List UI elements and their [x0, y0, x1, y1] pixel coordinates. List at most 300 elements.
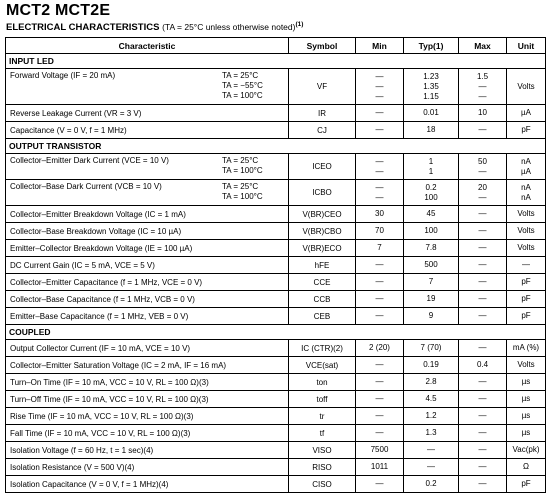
group-row — [6, 139, 546, 154]
min-cell — [356, 257, 404, 274]
typ-cell — [404, 442, 459, 459]
unit-value: Volts — [517, 360, 535, 369]
table-row — [6, 206, 546, 223]
table-row — [6, 223, 546, 240]
unit-cell — [507, 357, 546, 374]
characteristic-label: Fall Time (IF = 10 mA, VCC = 10 V, RL = 100 Ω)(3) — [10, 428, 191, 438]
symbol-label: ICBO — [312, 188, 332, 197]
typ-cell — [404, 154, 459, 180]
characteristic-cell — [6, 425, 289, 442]
section-note-ref: (1) — [295, 20, 304, 28]
group-row — [6, 325, 546, 340]
min-cell — [356, 105, 404, 122]
max-value: — — [478, 294, 487, 303]
unit-cell — [507, 180, 546, 206]
max-cell — [459, 154, 507, 180]
unit-value: pF — [521, 294, 531, 303]
typ-value: 0.19 — [423, 360, 439, 369]
max-cell — [459, 257, 507, 274]
min-value: — — [375, 81, 384, 91]
min-cell — [356, 69, 404, 105]
unit-cell — [507, 459, 546, 476]
typ-cell — [404, 391, 459, 408]
condition-item: TA = 100°C — [222, 166, 263, 175]
typ-value: 2.8 — [425, 377, 437, 386]
unit-value: µs — [521, 411, 531, 420]
symbol-label: CCB — [313, 294, 331, 304]
min-value: 1011 — [370, 462, 389, 471]
min-value: — — [375, 428, 384, 437]
max-value: — — [478, 166, 487, 176]
max-value: — — [478, 81, 487, 91]
typ-value: 1 — [428, 156, 434, 166]
symbol-cell — [289, 408, 356, 425]
unit-cell — [507, 425, 546, 442]
characteristic-label: Reverse Leakage Current (VR = 3 V) — [10, 108, 142, 118]
min-value: 70 — [375, 226, 384, 235]
typ-cell — [404, 69, 459, 105]
symbol-cell — [289, 223, 356, 240]
header-characteristic: Characteristic — [6, 38, 289, 54]
table-row — [6, 291, 546, 308]
symbol-cell — [289, 476, 356, 493]
max-value: 10 — [478, 108, 487, 117]
unit-cell — [507, 340, 546, 357]
symbol-cell — [289, 206, 356, 223]
characteristic-cell — [6, 442, 289, 459]
typ-value: 500 — [424, 260, 438, 269]
section-heading — [6, 22, 303, 33]
typ-value: 100 — [424, 226, 438, 235]
characteristic-label: Forward Voltage (IF = 20 mA) — [10, 71, 116, 80]
characteristic-label: Collector–Emitter Breakdown Voltage (IC = 1 mA) — [10, 209, 186, 219]
symbol-label: hFE — [314, 260, 330, 270]
typ-value: 7 (70) — [420, 343, 442, 352]
unit-cell — [507, 442, 546, 459]
unit-value: Volts — [517, 243, 535, 252]
table-row — [6, 425, 546, 442]
unit-cell — [507, 223, 546, 240]
min-cell — [356, 154, 404, 180]
symbol-cell — [289, 391, 356, 408]
characteristic-cell — [6, 391, 289, 408]
min-cell — [356, 374, 404, 391]
min-value: — — [375, 360, 384, 369]
characteristic-cell — [6, 257, 289, 274]
symbol-label: VF — [316, 82, 328, 91]
min-value: — — [375, 260, 384, 269]
unit-value: pF — [521, 277, 531, 286]
max-cell — [459, 223, 507, 240]
symbol-cell — [289, 442, 356, 459]
characteristic-cell — [6, 374, 289, 391]
max-value: — — [478, 311, 487, 320]
max-value: — — [478, 479, 487, 488]
max-cell — [459, 180, 507, 206]
symbol-cell — [289, 291, 356, 308]
unit-cell — [507, 308, 546, 325]
condition-item: TA = −55°C — [222, 81, 263, 90]
typ-cell — [404, 357, 459, 374]
min-value: 7500 — [370, 445, 389, 454]
characteristic-label: Collector–Emitter Dark Current (VCE = 10 V) — [10, 156, 169, 165]
characteristic-cell — [6, 240, 289, 257]
typ-cell — [404, 223, 459, 240]
table-header-row — [6, 38, 546, 54]
max-cell — [459, 459, 507, 476]
symbol-label: CCE — [313, 277, 331, 287]
symbol-label: VCE(sat) — [305, 360, 339, 370]
min-value: — — [375, 411, 384, 420]
unit-cell — [507, 69, 546, 105]
header-typ: Typ(1) — [404, 38, 459, 54]
typ-value: 0.2 — [425, 182, 437, 192]
typ-value: 1.35 — [423, 81, 439, 91]
table-row — [6, 240, 546, 257]
typ-cell — [404, 425, 459, 442]
max-value: — — [478, 192, 487, 202]
typ-cell — [404, 340, 459, 357]
min-value: — — [375, 311, 384, 320]
min-value: — — [375, 394, 384, 403]
unit-cell — [507, 274, 546, 291]
table-row — [6, 154, 546, 180]
max-value: 1.5 — [476, 71, 489, 81]
typ-cell — [404, 257, 459, 274]
condition-item: TA = 100°C — [222, 91, 263, 100]
header-unit: Unit — [507, 38, 546, 54]
symbol-cell — [289, 374, 356, 391]
symbol-cell — [289, 340, 356, 357]
symbol-label: tf — [319, 428, 325, 438]
document-title: MCT2 MCT2E — [6, 2, 111, 19]
group-title: COUPLED — [6, 325, 546, 340]
typ-cell — [404, 122, 459, 139]
symbol-label: IC (CTR)(2) — [301, 343, 343, 353]
unit-value: pF — [521, 311, 531, 320]
symbol-cell — [289, 308, 356, 325]
min-cell — [356, 340, 404, 357]
table-row — [6, 180, 546, 206]
characteristic-label: Collector–Emitter Saturation Voltage (IC = 2 mA, IF = 16 mA) — [10, 360, 227, 370]
typ-value: 7 — [428, 277, 434, 286]
unit-value: pF — [521, 479, 531, 488]
characteristic-label: Isolation Resistance (V = 500 V)(4) — [10, 462, 135, 472]
max-value: — — [478, 91, 487, 101]
symbol-cell — [289, 257, 356, 274]
unit-cell — [507, 391, 546, 408]
unit-value: — — [522, 260, 530, 269]
unit-cell — [507, 206, 546, 223]
min-value: — — [375, 166, 384, 176]
symbol-label: V(BR)CEO — [302, 209, 342, 219]
characteristic-label: Capacitance (V = 0 V, f = 1 MHz) — [10, 125, 127, 135]
table-row — [6, 340, 546, 357]
unit-value: µs — [521, 377, 531, 386]
characteristic-label: DC Current Gain (IC = 5 mA, VCE = 5 V) — [10, 260, 155, 270]
min-cell — [356, 357, 404, 374]
table-row — [6, 374, 546, 391]
unit-value: Volts — [517, 226, 535, 235]
max-cell — [459, 206, 507, 223]
typ-value: 9 — [428, 311, 434, 320]
min-value: — — [375, 479, 384, 488]
electrical-characteristics-table — [5, 37, 546, 493]
symbol-cell — [289, 274, 356, 291]
symbol-label: RISO — [312, 462, 332, 472]
characteristic-cell — [6, 154, 289, 180]
max-cell — [459, 105, 507, 122]
max-value: 50 — [478, 156, 487, 166]
max-value: — — [478, 125, 487, 134]
max-value: 20 — [478, 182, 487, 192]
min-value: — — [375, 91, 384, 101]
symbol-label: VISO — [312, 445, 332, 455]
typ-value: 0.2 — [425, 479, 437, 488]
min-value: — — [375, 125, 384, 134]
typ-value: 19 — [426, 294, 436, 303]
min-value: — — [375, 377, 384, 386]
unit-cell — [507, 476, 546, 493]
symbol-label: CJ — [317, 125, 327, 135]
characteristic-cell — [6, 274, 289, 291]
min-cell — [356, 391, 404, 408]
unit-cell — [507, 105, 546, 122]
group-title: OUTPUT TRANSISTOR — [6, 139, 546, 154]
unit-cell — [507, 240, 546, 257]
header-min: Min — [356, 38, 404, 54]
section-note: (TA = 25°C unless otherwise noted) — [162, 22, 296, 32]
min-value: — — [375, 182, 384, 192]
typ-cell — [404, 274, 459, 291]
unit-value: µs — [521, 394, 531, 403]
max-value: — — [478, 462, 487, 471]
max-value: — — [478, 428, 487, 437]
unit-cell — [507, 408, 546, 425]
max-value: — — [478, 445, 487, 454]
unit-cell — [507, 257, 546, 274]
unit-value: mA (%) — [512, 343, 540, 352]
typ-cell — [404, 476, 459, 493]
symbol-label: IR — [318, 108, 326, 118]
condition-item: TA = 100°C — [222, 192, 263, 201]
characteristic-label: Output Collector Current (IF = 10 mA, VCE = 10 V) — [10, 343, 191, 353]
typ-cell — [404, 459, 459, 476]
max-cell — [459, 240, 507, 257]
typ-cell — [404, 105, 459, 122]
symbol-label: CISO — [312, 479, 332, 489]
typ-value: 4.5 — [425, 394, 437, 403]
condition-list — [222, 156, 263, 176]
min-cell — [356, 425, 404, 442]
characteristic-label: Emitter–Collector Breakdown Voltage (IE = 100 µA) — [10, 243, 193, 253]
group-title: INPUT LED — [6, 54, 546, 69]
min-value: — — [375, 108, 384, 117]
table-row — [6, 357, 546, 374]
min-value: — — [375, 294, 384, 303]
unit-cell — [507, 374, 546, 391]
unit-value: Ω — [523, 462, 529, 471]
typ-value: — — [427, 445, 435, 454]
min-cell — [356, 308, 404, 325]
min-cell — [356, 122, 404, 139]
unit-cell — [507, 122, 546, 139]
max-value: — — [478, 277, 487, 286]
min-value: — — [375, 277, 384, 286]
symbol-cell — [289, 425, 356, 442]
symbol-label: ton — [316, 377, 328, 387]
min-cell — [356, 442, 404, 459]
unit-value: nA — [521, 156, 531, 166]
table-row — [6, 459, 546, 476]
min-cell — [356, 459, 404, 476]
min-cell — [356, 206, 404, 223]
characteristic-label: Rise Time (IF = 10 mA, VCC = 10 V, RL = 100 Ω)(3) — [10, 411, 194, 421]
symbol-cell — [289, 69, 356, 105]
min-value: 7 — [377, 243, 382, 252]
symbol-label: tr — [319, 411, 325, 421]
characteristic-label: Emitter–Base Capacitance (f = 1 MHz, VEB = 0 V) — [10, 311, 189, 321]
min-cell — [356, 476, 404, 493]
characteristic-label: Collector–Base Dark Current (VCB = 10 V) — [10, 182, 162, 191]
symbol-cell — [289, 180, 356, 206]
max-value: — — [478, 394, 487, 403]
unit-value: pF — [521, 125, 531, 134]
table-row — [6, 122, 546, 139]
characteristic-label: Collector–Base Breakdown Voltage (IC = 10 µA) — [10, 226, 182, 236]
section-title-text: ELECTRICAL CHARACTERISTICS — [6, 22, 160, 33]
min-cell — [356, 291, 404, 308]
symbol-label: ICEO — [312, 162, 332, 171]
unit-value: Vac(pk) — [512, 445, 540, 454]
min-cell — [356, 408, 404, 425]
max-value: — — [478, 226, 487, 235]
typ-value: 18 — [426, 125, 436, 134]
typ-cell — [404, 308, 459, 325]
table-row — [6, 257, 546, 274]
typ-value: 7.8 — [425, 243, 437, 252]
max-cell — [459, 69, 507, 105]
max-value: — — [478, 343, 487, 352]
typ-cell — [404, 408, 459, 425]
typ-value: 1.2 — [425, 411, 437, 420]
min-cell — [356, 180, 404, 206]
condition-list — [222, 182, 263, 202]
max-cell — [459, 274, 507, 291]
characteristic-label: Turn–Off Time (IF = 10 mA, VCC = 10 V, RL = 100 Ω)(3) — [10, 394, 209, 404]
min-value: — — [375, 71, 384, 81]
table-row — [6, 69, 546, 105]
max-cell — [459, 122, 507, 139]
table-row — [6, 391, 546, 408]
min-cell — [356, 240, 404, 257]
unit-value: nA — [521, 182, 531, 192]
typ-cell — [404, 291, 459, 308]
unit-value: nA — [521, 192, 531, 202]
characteristic-cell — [6, 340, 289, 357]
typ-value: 1.15 — [423, 91, 439, 101]
max-cell — [459, 425, 507, 442]
characteristic-cell — [6, 308, 289, 325]
min-cell — [356, 223, 404, 240]
characteristic-cell — [6, 69, 289, 105]
typ-cell — [404, 180, 459, 206]
unit-cell — [507, 291, 546, 308]
typ-value: 0.01 — [423, 108, 439, 117]
characteristic-cell — [6, 357, 289, 374]
header-symbol: Symbol — [289, 38, 356, 54]
typ-cell — [404, 374, 459, 391]
characteristic-cell — [6, 105, 289, 122]
unit-value: Volts — [517, 209, 535, 218]
unit-value: Volts — [517, 81, 535, 91]
table-row — [6, 476, 546, 493]
characteristic-cell — [6, 459, 289, 476]
header-max: Max — [459, 38, 507, 54]
symbol-label: V(BR)ECO — [302, 243, 342, 253]
characteristic-label: Collector–Emitter Capacitance (f = 1 MHz, VCE = 0 V) — [10, 277, 203, 287]
characteristic-cell — [6, 291, 289, 308]
typ-value: 1.3 — [425, 428, 437, 437]
min-value: 2 (20) — [369, 343, 390, 352]
symbol-cell — [289, 105, 356, 122]
max-value: — — [478, 377, 487, 386]
typ-value: 100 — [424, 192, 438, 202]
characteristic-cell — [6, 206, 289, 223]
symbol-cell — [289, 459, 356, 476]
characteristic-cell — [6, 122, 289, 139]
condition-item: TA = 25°C — [222, 71, 259, 80]
characteristic-cell — [6, 408, 289, 425]
group-row — [6, 54, 546, 69]
characteristic-label: Collector–Base Capacitance (f = 1 MHz, VCB = 0 V) — [10, 294, 195, 304]
characteristic-label: Turn–On Time (IF = 10 mA, VCC = 10 V, RL = 100 Ω)(3) — [10, 377, 209, 387]
typ-cell — [404, 206, 459, 223]
table-row — [6, 274, 546, 291]
table-body — [6, 54, 546, 493]
condition-item: TA = 25°C — [222, 182, 259, 191]
typ-value: 45 — [426, 209, 436, 218]
min-value: 30 — [375, 209, 384, 218]
max-value: — — [478, 209, 487, 218]
min-value: — — [375, 192, 384, 202]
max-cell — [459, 442, 507, 459]
max-value: 0.4 — [476, 360, 489, 369]
typ-value: — — [427, 462, 435, 471]
max-value: — — [478, 411, 487, 420]
symbol-cell — [289, 240, 356, 257]
max-cell — [459, 476, 507, 493]
condition-item: TA = 25°C — [222, 156, 259, 165]
max-cell — [459, 291, 507, 308]
unit-value: µA — [521, 166, 531, 176]
characteristic-cell — [6, 223, 289, 240]
characteristic-label: Isolation Voltage (f = 60 Hz, t = 1 sec)(4) — [10, 445, 154, 455]
max-cell — [459, 340, 507, 357]
unit-value: µA — [521, 108, 531, 117]
typ-value: 1 — [428, 166, 434, 176]
characteristic-label: Isolation Capacitance (V = 0 V, f = 1 MHz)(4) — [10, 479, 169, 489]
symbol-label: V(BR)CBO — [302, 226, 342, 236]
max-cell — [459, 374, 507, 391]
table-row — [6, 308, 546, 325]
condition-list — [222, 71, 263, 101]
unit-cell — [507, 154, 546, 180]
max-cell — [459, 308, 507, 325]
max-cell — [459, 357, 507, 374]
characteristic-cell — [6, 180, 289, 206]
symbol-cell — [289, 122, 356, 139]
